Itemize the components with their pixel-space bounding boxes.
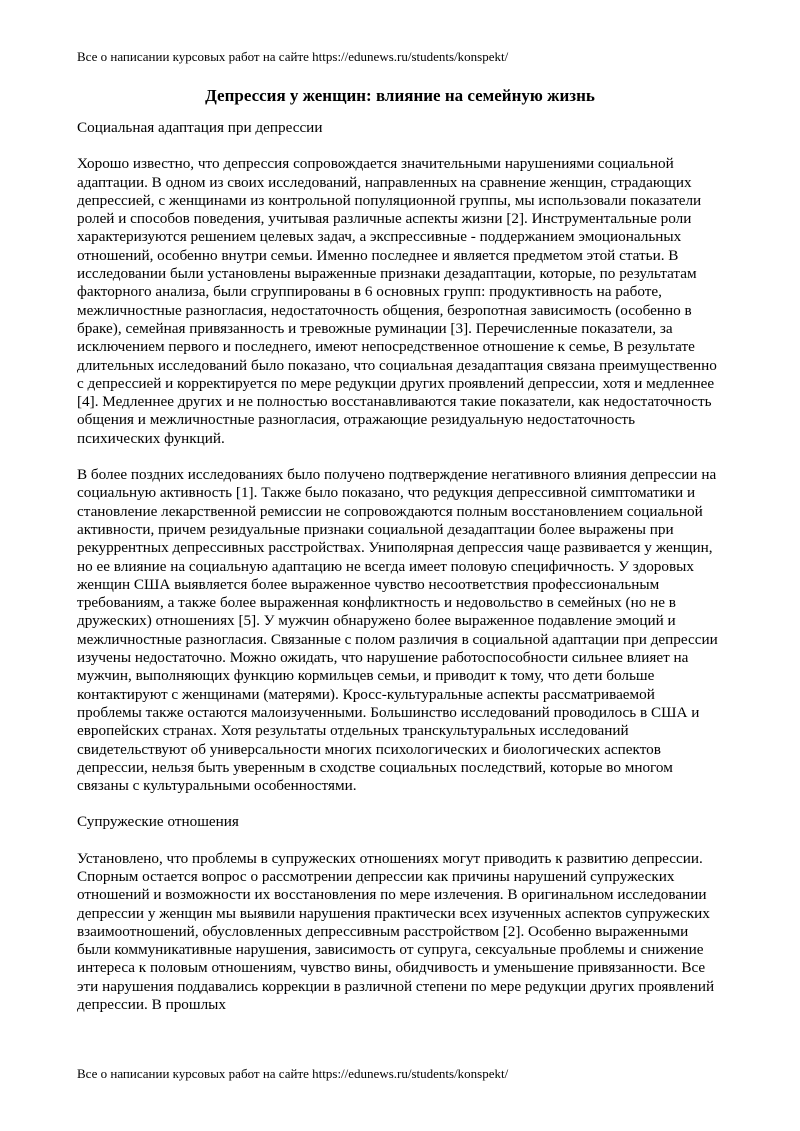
document-body bbox=[77, 119, 719, 1014]
paragraph-social-adaptation-2: В более поздних исследованиях было получено подтверждение негативного влияния депрессии на социальную активность [1]. Также было показано, что редукция депрессивной симптоматики и становление лекарственной ремиссии не сопровождаются полным восстановлением социальной активности, причем резидуальные признаки социальной дезадаптации более выражены при рекуррентных депрессивных расстройствах. Униполярная депрессия чаще развивается у женщин, но ее влияние на социальную адаптацию не всегда имеет половую специфичность. У здоровых женщин США выявляется более выраженное чувство несоответствия профессиональным требованиям, а также более выраженная конфликтность и недовольство в семейных (но не в дружеских) отношениях [5]. У мужчин обнаружено более выраженное подавление эмоций и межличностные разногласия. Связанные с полом различия в социальной адаптации при депрессии изучены недостаточно. Можно ожидать, что нарушение работоспособности сильнее влияет на мужчин, выполняющих функцию кормильцев семьи, и приводит к тому, что дети больше контактируют с женщинами (матерями). Кросс-культуральные аспекты рассматриваемой проблемы также остаются малоизученными. Большинство исследований проводилось в США и европейских странах. Хотя результаты отдельных транскультуральных исследований свидетельствуют об универсальности многих психологических и биологических аспектов депрессии, нельзя быть уверенным в сходстве социальных последствий, которые во многом связаны с культуральными особенностями. bbox=[77, 466, 718, 795]
document-title: Депрессия у женщин: влияние на семейную жизнь bbox=[205, 86, 595, 105]
paragraph-marital-relations-1: Установлено, что проблемы в супружеских отношениях могут приводить к развитию депрессии. Спорным остается вопрос о рассмотрении депрессии как причины нарушений супружеских отношений и возможности их восстановления по мере излечения. В оригинальном исследовании депрессии у женщин мы выявили нарушения практически всех изученных аспектов супружеских взаимоотношений, обусловленных депрессивным расстройством [2]. Особенно выраженными были коммуникативные нарушения, зависимость от супруга, сексуальные проблемы и снижение интереса к половым отношениям, чувство вины, обидчивость и уменьшение привязанности. Все эти нарушения поддавались коррекции в различной степени по мере редукции других проявлений депрессии. В прошлых bbox=[77, 849, 715, 1014]
section-heading-marital-relations: Супружеские отношения bbox=[77, 813, 239, 831]
page-footer: Все о написании курсовых работ на сайте https://edunews.ru/students/konspekt/ bbox=[77, 1066, 509, 1081]
page-header: Все о написании курсовых работ на сайте https://edunews.ru/students/konspekt/ bbox=[77, 49, 509, 64]
paragraph-social-adaptation-1: Хорошо известно, что депрессия сопровождается значительными нарушениями социальной адаптации. В одном из своих исследований, направленных на сравнение женщин, страдающих депрессией, с женщинами из контрольной популяционной группы, мы использовали показатели ролей и способов поведения, учитывая различные аспекты жизни [2]. Инструментальные роли характеризуются решением целевых задач, а экспрессивные - поддержанием эмоциональных отношений, особенно внутри семьи. Именно последнее и является предметом этой статьи. В исследовании были установлены выраженные признаки дезадаптации, которые, по результатам факторного анализа, были сгруппированы в 6 основных групп: продуктивность на работе, межличностные разногласия, недостаточность общения, безропотная зависимость (особенно в браке), семейная привязанность и тревожные руминации [3]. Перечисленные показатели, за исключением первого и последнего, имеют непосредственное отношение к семье, В результате длительных исследований было показано, что социальная дезадаптация связана преимущественно с депрессией и корректируется по мере редукции других проявлений депрессии, хотя и медленнее [4]. Медленнее других и не полностью восстанавливаются такие показатели, как недостаточность общения и межличностные разногласия, отражающие резидуальную недостаточность психических функций. bbox=[77, 155, 717, 447]
section-heading-social-adaptation: Социальная адаптация при депрессии bbox=[77, 119, 323, 136]
